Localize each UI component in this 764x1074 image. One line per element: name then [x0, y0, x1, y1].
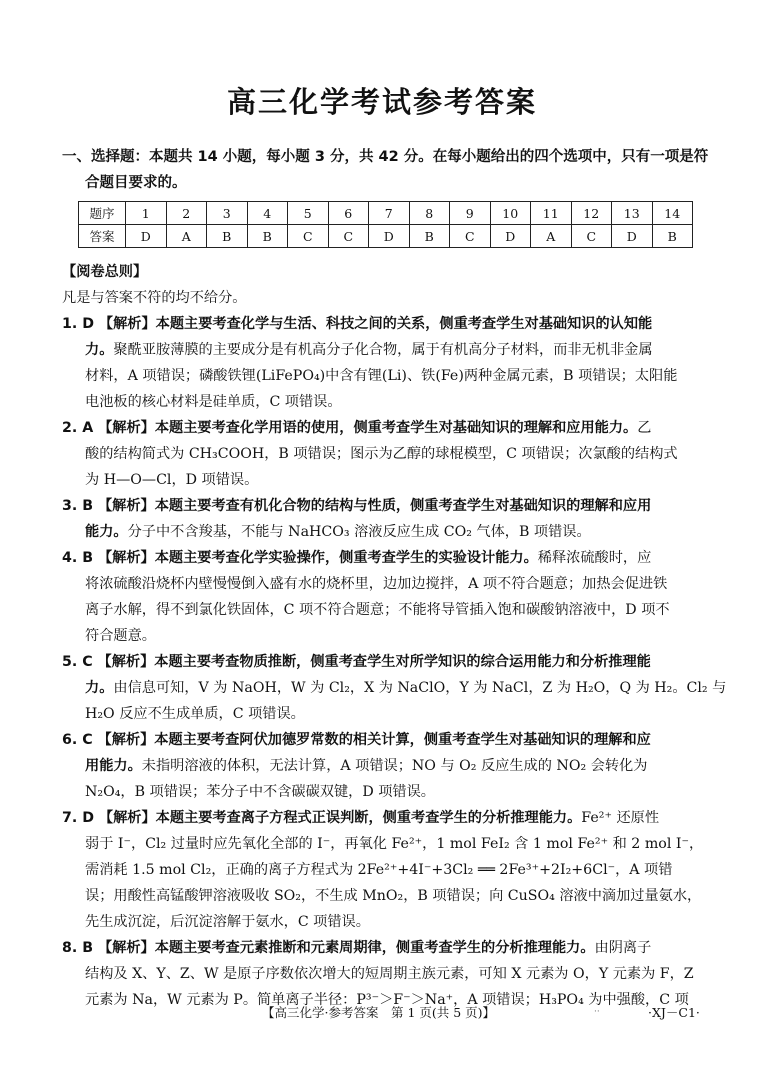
row-label-answer: 答案 — [79, 225, 126, 248]
answer-line-q7e — [85, 909, 715, 935]
answer-line-q5c — [85, 701, 715, 727]
answer-cell: C — [450, 225, 491, 248]
answer-line-q2a — [62, 415, 712, 441]
answer-cell: C — [571, 225, 612, 248]
line-text-part: 未指明溶液的体积，无法计算，A 项错误；NO 与 O₂ 反应生成的 NO₂ 会转化为 — [141, 758, 648, 774]
answer-line-q7c — [85, 857, 715, 883]
answer-line-q4b — [85, 571, 715, 597]
section1-heading-line1: 一、选择题：本题共 14 小题，每小题 3 分，共 42 分。在每小题给出的四个选项中，只有一项是符 — [62, 149, 709, 165]
answer-line-q7a — [62, 805, 712, 831]
question-number-cell: 4 — [247, 202, 288, 225]
question-number-cell: 3 — [207, 202, 248, 225]
general-text: 凡是与答案不符的均不给分。 — [62, 290, 247, 306]
question-number-cell: 13 — [612, 202, 653, 225]
answer-table — [78, 201, 693, 248]
section1-heading-line2: 合题目要求的。 — [85, 175, 187, 191]
answer-cell: B — [207, 225, 248, 248]
answer-cell: D — [490, 225, 531, 248]
line-bold-part: 3. B 【解析】本题主要考查有机化合物的结构与性质，侧重考查学生对基础知识的理解和应用 — [62, 498, 652, 514]
line-text-part: 离子水解，得不到氯化铁固体，C 项不符合题意；不能将导管插入饱和碳酸钠溶液中，D 项不 — [85, 602, 670, 618]
answer-table-number-row — [79, 202, 693, 225]
question-number-cell: 1 — [126, 202, 167, 225]
question-number-cell: 2 — [166, 202, 207, 225]
answer-line-q1b — [85, 337, 715, 363]
line-text-part: 乙 — [637, 420, 652, 436]
line-text-part: 酸的结构简式为 CH₃COOH，B 项错误；图示为乙醇的球棍模型，C 项错误；次氯酸的结构式 — [85, 446, 678, 462]
answer-line-q8b — [85, 961, 715, 987]
answer-cell: C — [328, 225, 369, 248]
page-title: 高三化学考试参考答案 — [226, 85, 537, 119]
line-bold-part: 1. D 【解析】本题主要考查化学与生活、科技之间的关系，侧重考查学生对基础知识的认知能 — [62, 316, 653, 332]
answer-line-q5b — [85, 675, 727, 701]
answer-line-q7b — [85, 831, 715, 857]
line-text-part: 为 H—O—Cl，D 项错误。 — [85, 472, 259, 488]
answer-line-q3a — [62, 493, 712, 519]
line-bold-part: 力。 — [85, 342, 114, 358]
answer-cell: D — [369, 225, 410, 248]
question-number-cell: 10 — [490, 202, 531, 225]
answer-line-q2c — [85, 467, 715, 493]
line-text-part: 弱于 I⁻，Cl₂ 过量时应先氧化全部的 I⁻，再氧化 Fe²⁺，1 mol FeI₂ 含 1 mol Fe²⁺ 和 2 mol I⁻， — [85, 836, 704, 852]
general-heading: 【阅卷总则】 — [62, 264, 148, 280]
line-bold-part: 能力。 — [85, 524, 128, 540]
line-text-part: 符合题意。 — [85, 628, 156, 644]
answer-cell: A — [166, 225, 207, 248]
question-number-cell: 11 — [531, 202, 572, 225]
question-number-cell: 7 — [369, 202, 410, 225]
answer-line-q6b — [85, 753, 715, 779]
answer-line-q6c — [85, 779, 715, 805]
answer-cell: B — [247, 225, 288, 248]
answer-line-q3b — [85, 519, 715, 545]
answer-line-q1c — [85, 363, 715, 389]
line-bold-part: 8. B 【解析】本题主要考查元素推断和元素周期律，侧重考查学生的分析推理能力。 — [62, 940, 595, 956]
answer-line-q7d — [85, 883, 715, 909]
line-bold-part: 2. A 【解析】本题主要考查化学用语的使用，侧重考查学生对基础知识的理解和应用能力。 — [62, 420, 638, 436]
answer-line-q4c — [85, 597, 715, 623]
line-text-part: N₂O₄，B 项错误；苯分子中不含碳碳双键，D 项错误。 — [85, 784, 435, 800]
line-text-part: 由阴离子 — [594, 940, 652, 956]
line-text-part: 结构及 X、Y、Z、W 是原子序数依次增大的短周期主族元素，可知 X 元素为 O，Y 元素为 F，Z — [85, 966, 694, 982]
footer-code: ·XJ－C1· — [648, 1005, 700, 1020]
answer-line-q1d — [85, 389, 715, 415]
question-number-cell: 12 — [571, 202, 612, 225]
line-bold-part: 力。 — [85, 680, 114, 696]
line-text-part: H₂O 反应不生成单质，C 项错误。 — [85, 706, 305, 722]
question-number-cell: 6 — [328, 202, 369, 225]
line-bold-part: 4. B 【解析】本题主要考查化学实验操作，侧重考查学生的实验设计能力。 — [62, 550, 538, 566]
answer-line-q5a — [62, 649, 712, 675]
line-text-part: 先生成沉淀，后沉淀溶解于氨水，C 项错误。 — [85, 914, 370, 930]
line-text-part: 元素为 Na，W 元素为 P。简单离子半径：P³⁻＞F⁻＞Na⁺，A 项错误；H₃PO₄ 为中强酸，C 项 — [85, 992, 689, 1008]
answer-line-q8a — [62, 935, 712, 961]
question-number-cell: 14 — [652, 202, 693, 225]
line-text-part: 稀释浓硫酸时，应 — [537, 550, 652, 566]
line-text-part: 材料，A 项错误；磷酸铁锂(LiFePO₄)中含有锂(Li)、铁(Fe)两种金属元素，B 项错误；太阳能 — [85, 368, 678, 384]
line-text-part: 误；用酸性高锰酸钾溶液吸收 SO₂，不生成 MnO₂，B 项错误；向 CuSO₄ 溶液中滴加过量氨水， — [85, 888, 702, 904]
row-label-number: 题序 — [79, 202, 126, 225]
line-text-part: Fe²⁺ 还原性 — [581, 810, 660, 826]
line-text-part: 由信息可知，V 为 NaOH，W 为 Cl₂，X 为 NaClO，Y 为 NaCl，Z 为 H₂O，Q 为 H₂。Cl₂ 与 — [113, 680, 727, 696]
footer-center: 【高三化学·参考答案 第 1 页(共 5 页)】 — [262, 1005, 496, 1020]
question-number-cell: 8 — [409, 202, 450, 225]
answer-cell: B — [652, 225, 693, 248]
question-number-cell: 5 — [288, 202, 329, 225]
answer-line-q2b — [85, 441, 715, 467]
answer-line-q4a — [62, 545, 712, 571]
answer-cell: C — [288, 225, 329, 248]
line-bold-part: 6. C 【解析】本题主要考查阿伏加德罗常数的相关计算，侧重考查学生对基础知识的理解和应 — [62, 732, 651, 748]
answer-cell: D — [126, 225, 167, 248]
line-text-part: 需消耗 1.5 mol Cl₂，正确的离子方程式为 2Fe²⁺+4I⁻+3Cl₂ ══ 2Fe³⁺+2I₂+6Cl⁻，A 项错 — [85, 862, 673, 878]
answer-cell: B — [409, 225, 450, 248]
line-bold-part: 7. D 【解析】本题主要考查离子方程式正误判断，侧重考查学生的分析推理能力。 — [62, 810, 582, 826]
answer-cell: A — [531, 225, 572, 248]
answer-line-q6a — [62, 727, 712, 753]
answer-line-q1a — [62, 311, 712, 337]
answer-line-q4d — [85, 623, 715, 649]
line-bold-part: 5. C 【解析】本题主要考查物质推断，侧重考查学生对所学知识的综合运用能力和分析推理能 — [62, 654, 651, 670]
line-text-part: 聚酰亚胺薄膜的主要成分是有机高分子化合物，属于有机高分子材料，而非无机非金属 — [113, 342, 653, 358]
line-text-part: 分子中不含羧基，不能与 NaHCO₃ 溶液反应生成 CO₂ 气体，B 项错误。 — [127, 524, 591, 540]
answer-table-answer-row — [79, 225, 693, 248]
question-number-cell: 9 — [450, 202, 491, 225]
line-text-part: 电池板的核心材料是硅单质，C 项错误。 — [85, 394, 342, 410]
line-text-part: 将浓硫酸沿烧杯内壁慢慢倒入盛有水的烧杯里，边加边搅拌，A 项不符合题意；加热会促进铁 — [85, 576, 668, 592]
footer-dots: ·· — [594, 1007, 600, 1017]
line-bold-part: 用能力。 — [85, 758, 142, 774]
answer-cell: D — [612, 225, 653, 248]
